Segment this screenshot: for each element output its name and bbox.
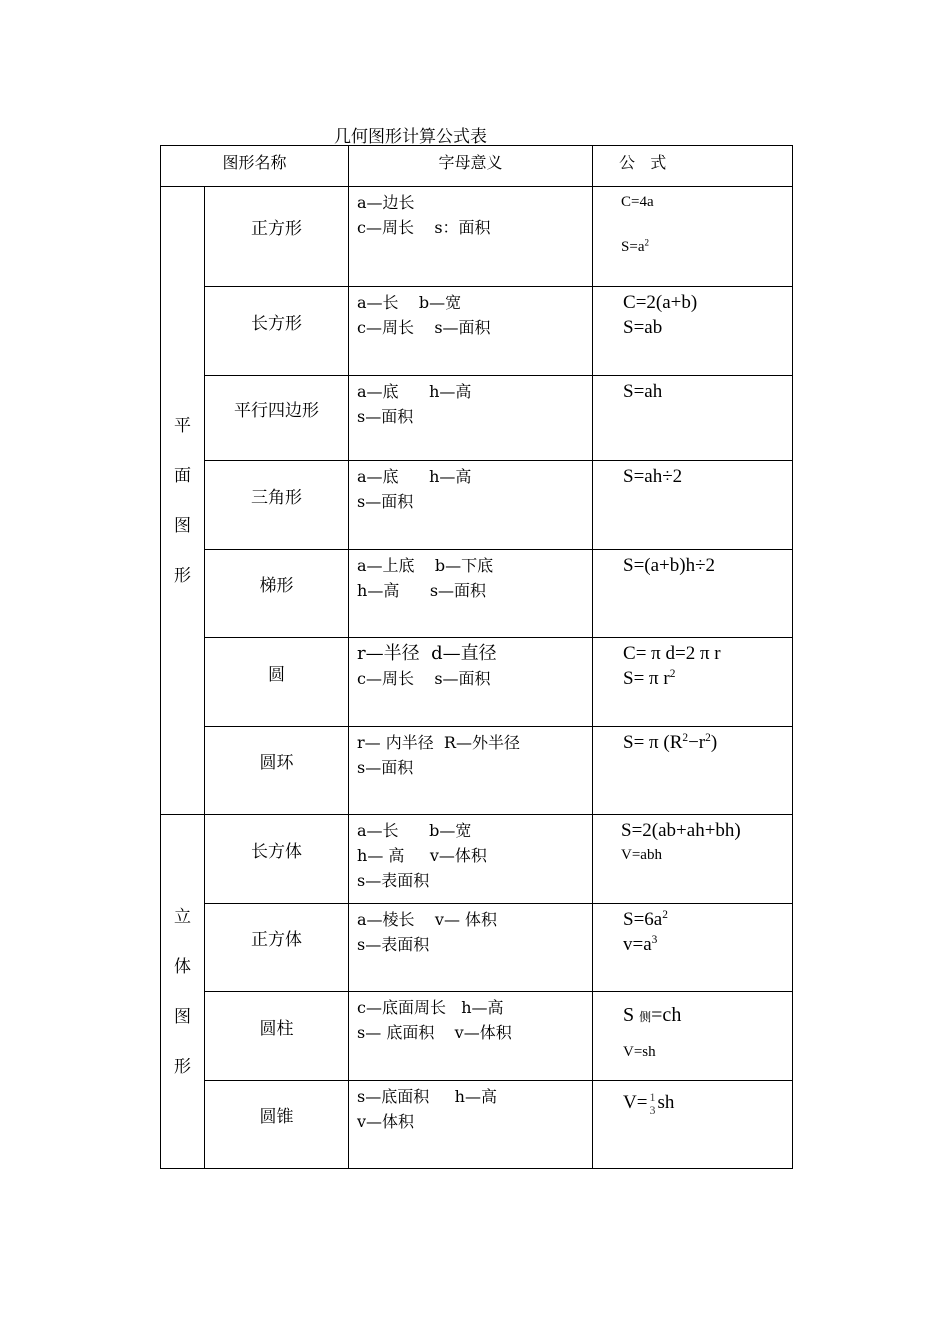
category-plane: 平 面 图 形 xyxy=(161,187,205,815)
shape-name: 圆 xyxy=(205,638,349,727)
shape-name: 梯形 xyxy=(205,550,349,638)
formula-cell: S=ah xyxy=(593,376,793,461)
formula-cell: S= π $(R^2-r^2)$ xyxy=(593,727,793,815)
shape-name: 圆锥 xyxy=(205,1081,349,1169)
formula-table xyxy=(160,145,793,1169)
category-solid: 立 体 图 形 xyxy=(161,815,205,1169)
letter-meaning: a—长 b—宽 c—周长 s—面积 xyxy=(349,287,593,376)
letter-meaning: r—半径 d—直径 c—周长 s—面积 xyxy=(349,638,593,727)
formula-cell: S=ah÷2 xyxy=(593,461,793,550)
shape-name: 长方体 xyxy=(205,815,349,904)
formula-cell: C=2(a+b) S=ab xyxy=(593,287,793,376)
page-title: 几何图形计算公式表 xyxy=(334,127,487,147)
table-row xyxy=(161,287,793,376)
letter-meaning: a—棱长 v— 体积 s—表面积 xyxy=(349,904,593,992)
table-row xyxy=(161,727,793,815)
table-row xyxy=(161,815,793,904)
shape-name: 长方形 xyxy=(205,287,349,376)
shape-name: 圆柱 xyxy=(205,992,349,1081)
table-row xyxy=(161,638,793,727)
header-row xyxy=(161,146,793,187)
table-row xyxy=(161,376,793,461)
formula-cell: S=(a+b)h÷2 xyxy=(593,550,793,638)
formula-cell: $S=6a^2$ $v=a^3$ xyxy=(593,904,793,992)
shape-name: 平行四边形 xyxy=(205,376,349,461)
header-formula: 公 式 xyxy=(593,146,793,187)
letter-meaning: a—底 h—高 s—面积 xyxy=(349,376,593,461)
header-shape-name: 图形名称 xyxy=(161,146,349,187)
fraction: 1 3 xyxy=(649,1089,656,1117)
formula-cell: C=4a $S=a^2$ xyxy=(593,187,793,287)
shape-name: 圆环 xyxy=(205,727,349,815)
table-row xyxy=(161,992,793,1081)
formula-cell: V= 1 3 sh xyxy=(593,1081,793,1169)
shape-name: 正方形 xyxy=(205,187,349,287)
letter-meaning: s—底面积 h—高 v—体积 xyxy=(349,1081,593,1169)
shape-name: 三角形 xyxy=(205,461,349,550)
table-row xyxy=(161,904,793,992)
table-row xyxy=(161,550,793,638)
table-row xyxy=(161,187,793,287)
formula-cell: S=2(ab+ah+bh) V=abh xyxy=(593,815,793,904)
formula-cell: C= π d=2 π r S= π $r^2$ xyxy=(593,638,793,727)
formula-cell: S 侧=ch V=sh xyxy=(593,992,793,1081)
letter-meaning: a—长 b—宽 h— 高 v—体积 s—表面积 xyxy=(349,815,593,904)
table-row xyxy=(161,1081,793,1169)
letter-meaning: a—底 h—高 s—面积 xyxy=(349,461,593,550)
shape-name: 正方体 xyxy=(205,904,349,992)
letter-meaning: a—边长 c—周长 s：面积 xyxy=(349,187,593,287)
table-row xyxy=(161,461,793,550)
letter-meaning: r— 内半径 R—外半径 s—面积 xyxy=(349,727,593,815)
letter-meaning: c—底面周长 h—高 s— 底面积 v—体积 xyxy=(349,992,593,1081)
letter-meaning: a—上底 b—下底 h—高 s—面积 xyxy=(349,550,593,638)
header-letter-meaning: 字母意义 xyxy=(349,146,593,187)
